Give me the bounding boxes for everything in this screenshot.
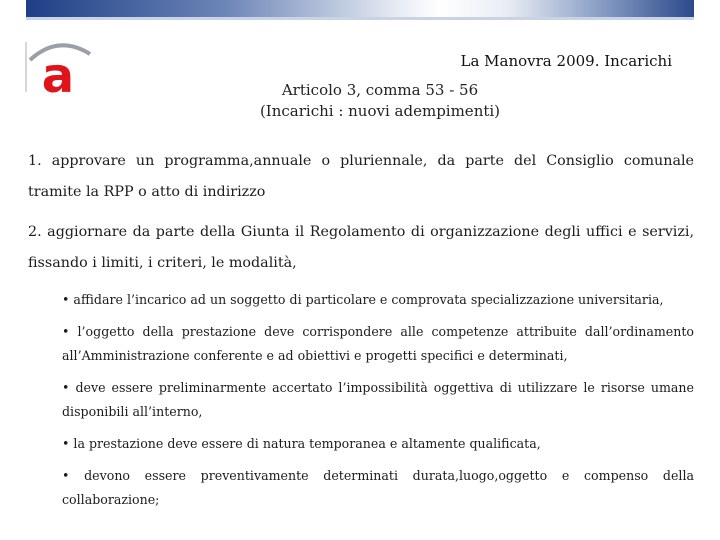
article-heading-line1: Articolo 3, comma 53 - 56 bbox=[281, 81, 479, 99]
paragraph-1: 1. approvare un programma,annuale o pluriennale, da parte del Consiglio comunale tramite la RPP o atto di indirizzo bbox=[28, 153, 694, 200]
bullet-list bbox=[62, 288, 694, 512]
page-title: La Manovra 2009. Incarichi bbox=[460, 52, 672, 70]
paragraph-2: 2. aggiornare da parte della Giunta il Regolamento di organizzazione degli uffici e servizi, fissando i limiti, i criteri, le modalità, bbox=[28, 224, 694, 271]
content-body bbox=[28, 146, 694, 520]
logo-letter: a bbox=[41, 48, 75, 94]
bullet-item: • deve essere preliminarmente accertato l’impossibilità oggettiva di utilizzare le risorse umane disponibili all’interno, bbox=[62, 380, 694, 419]
bullet-item: • la prestazione deve essere di natura temporanea e altamente qualificata, bbox=[62, 436, 541, 451]
bullet-item: • l’oggetto della prestazione deve corrispondere alle competenze attribuite dall’ordinamento all’Amministrazione conferente e ad obiettivi e progetti specifici e determinati, bbox=[62, 324, 694, 363]
bullet-item: • devono essere preventivamente determinati durata,luogo,oggetto e compenso della collaborazione; bbox=[62, 468, 694, 507]
header-band bbox=[26, 0, 694, 20]
article-heading bbox=[240, 80, 520, 122]
logo-icon bbox=[24, 38, 96, 94]
bullet-item: • affidare l’incarico ad un soggetto di particolare e comprovata specializzazione universitaria, bbox=[62, 292, 664, 307]
article-heading-line2: (Incarichi : nuovi adempimenti) bbox=[259, 102, 501, 120]
